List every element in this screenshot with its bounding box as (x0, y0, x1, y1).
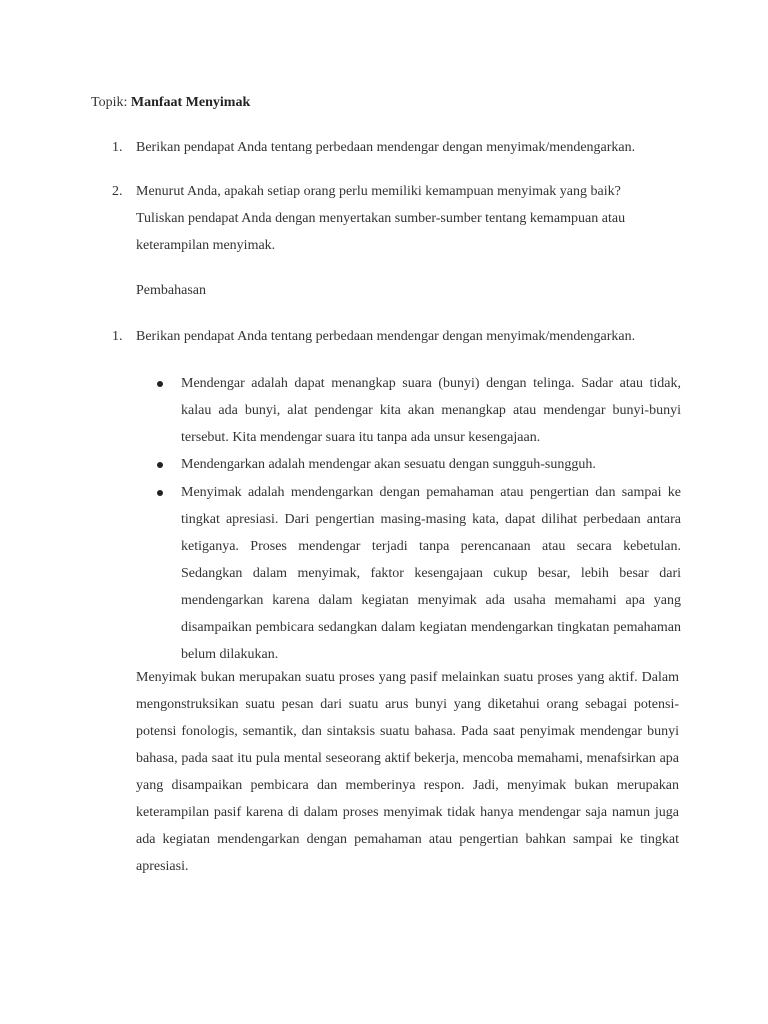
question-2-number: 2. (112, 184, 123, 199)
topic-title: Manfaat Menyimak (130, 95, 251, 110)
bullet-icon (157, 490, 163, 496)
definition-list (157, 370, 681, 668)
list-item (157, 451, 681, 479)
question-1-line-1: Berikan pendapat Anda tentang perbedaan mendengar dengan menyimak/mendengarkan. (136, 140, 636, 155)
body-paragraph: Menyimak bukan merupakan suatu proses yang pasif melainkan suatu proses yang aktif. Dalam mengonstruksikan suatu pesan dari suatu arus bunyi yang diketahui orang sebagai potensi-potensi fonologis, semantik, dan sintaksis suatu bahasa. Pada saat penyimak mendengar bunyi bahasa, pada saat itu pula mental seseorang aktif bekerja, mencoba memahami, menafsirkan apa yang disampaikan pembicara dan memberinya respon. Jadi, menyimak bukan merupakan keterampilan pasif karena di dalam proses menyimak tidak hanya mendengar saja namun juga ada kegiatan mendengarkan dengan pemahaman atau pengertian bahkan sampai ke tingkat apresiasi. (136, 670, 679, 874)
list-item-text: Menyimak adalah mendengarkan dengan pemahaman atau pengertian dan sampai ke tingkat apresiasi. Dari pengertian masing-masing kata, dapat dilihat perbedaan antara ketiganya. Proses mendengar terjadi tanpa perencanaan atau secara kebetulan. Sedangkan dalam menyimak, faktor kesengajaan cukup besar, lebih besar dari mendengarkan karena dalam kegiatan menyimak ada usaha memahami apa yang disampaikan pembicara sedangkan dalam kegiatan mendengarkan tingkatan pemahaman belum dilakukan. (181, 485, 681, 662)
topic-label: Topik: (91, 95, 128, 110)
list-item (157, 479, 681, 668)
section-heading: Pembahasan (136, 283, 206, 298)
question-2-text (136, 178, 681, 259)
list-item-text: Mendengarkan adalah mendengar akan sesuatu dengan sungguh-sungguh. (181, 457, 596, 472)
bullet-icon (157, 381, 163, 387)
question-1-text (136, 134, 681, 161)
list-item-text: Mendengar adalah dapat menangkap suara (bunyi) dengan telinga. Sadar atau tidak, kalau ada bunyi, alat pendengar kita akan menangkap atau mendengar bunyi-bunyi tersebut. Kita mendengar suara itu tanpa ada unsur kesengajaan. (181, 376, 681, 445)
question-1-number: 1. (112, 140, 123, 155)
question-2-line-3: keterampilan menyimak. (136, 238, 276, 253)
discussion-question-text: Berikan pendapat Anda tentang perbedaan mendengar dengan menyimak/mendengarkan. (136, 329, 636, 344)
list-item (157, 370, 681, 451)
bullet-icon (157, 462, 163, 468)
topic-line (91, 93, 250, 113)
question-2-line-1: Menurut Anda, apakah setiap orang perlu memiliki kemampuan menyimak yang baik? (136, 184, 621, 199)
question-2-line-2: Tuliskan pendapat Anda dengan menyertakan sumber-sumber tentang kemampuan atau (136, 211, 626, 226)
discussion-question-number: 1. (112, 329, 123, 344)
